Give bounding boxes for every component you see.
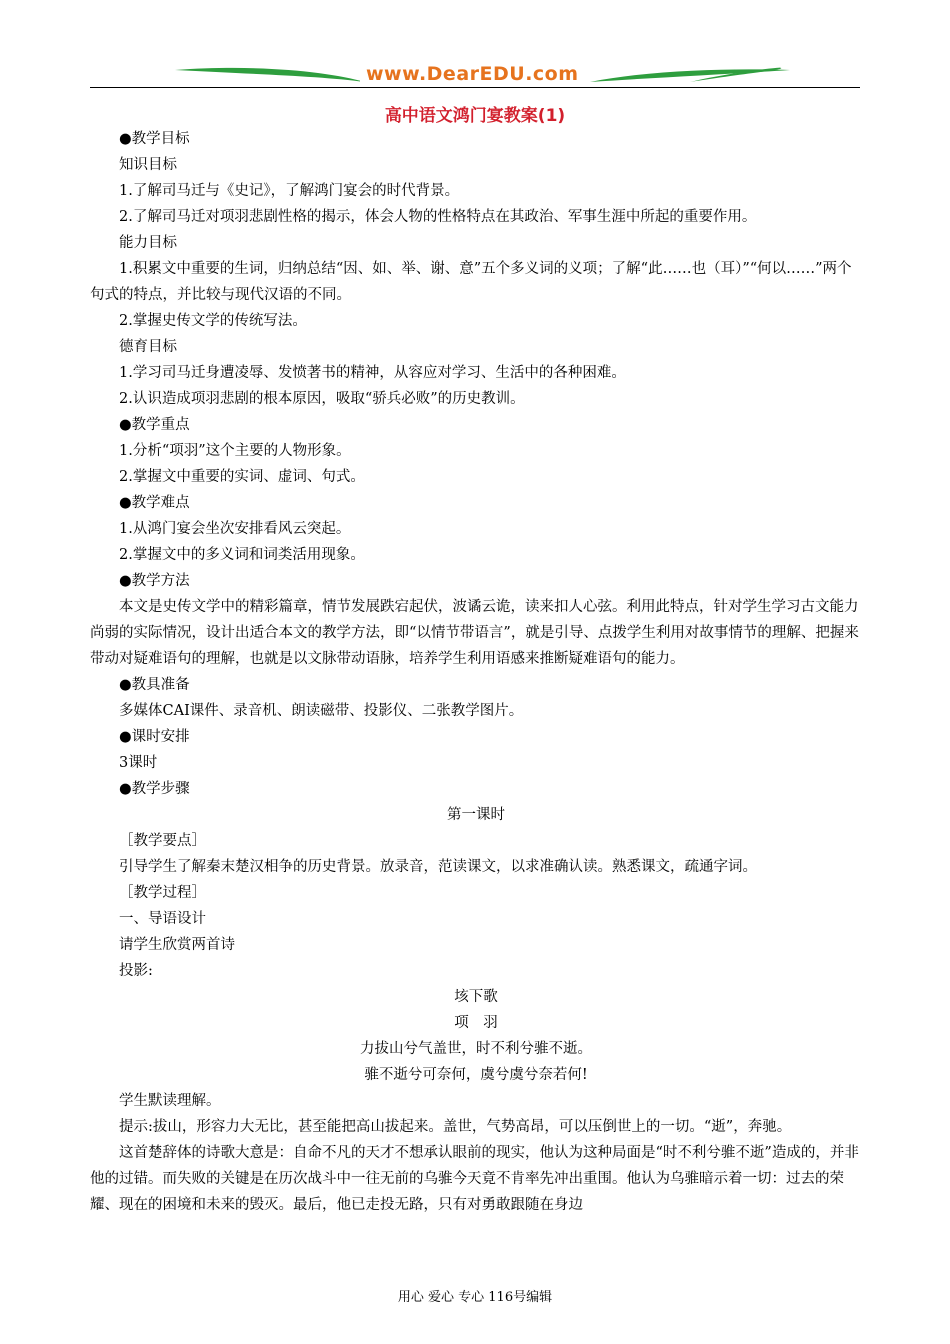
section-heading: ●课时安排 bbox=[119, 729, 190, 745]
poem-title: 垓下歌 bbox=[454, 989, 498, 1005]
subheading: ［教学过程］ bbox=[119, 885, 206, 901]
text-line: 1.从鸿门宴会坐次安排看风云突起。 bbox=[119, 521, 351, 537]
text-line: 投影: bbox=[119, 963, 153, 979]
section-heading: ●教学步骤 bbox=[119, 781, 190, 797]
lesson-heading: 第一课时 bbox=[447, 807, 505, 823]
text-line: 2.掌握文中重要的实词、虚词、句式。 bbox=[119, 469, 365, 485]
text-line: 2.认识造成项羽悲剧的根本原因，吸取“骄兵必败”的历史教训。 bbox=[119, 391, 525, 407]
text-line: 1.分析“项羽”这个主要的人物形象。 bbox=[119, 443, 351, 459]
text-line: 一、导语设计 bbox=[119, 911, 206, 927]
subheading: 能力目标 bbox=[119, 235, 177, 251]
page-header bbox=[90, 60, 860, 92]
text-line: 学生默读理解。 bbox=[119, 1093, 221, 1109]
site-logo: www.DearEDU.com bbox=[360, 63, 585, 85]
poem-line: 力拔山兮气盖世，时不利兮骓不逝。 bbox=[360, 1041, 592, 1057]
text-line: 1.学习司马迁身遭凌辱、发愤著书的精神，从容应对学习、生活中的各种困难。 bbox=[119, 365, 626, 381]
section-heading: ●教学目标 bbox=[119, 131, 190, 147]
paragraph: 1.积累文中重要的生词，归纳总结“因、如、举、谢、意”五个多义词的义项；了解“此……也（耳）”“何以……”两个句式的特点，并比较与现代汉语的不同。 bbox=[90, 261, 852, 303]
page-footer: 用心 爱心 专心 116号编辑 bbox=[397, 1290, 553, 1305]
text-line: 1.了解司马迁与《史记》，了解鸿门宴会的时代背景。 bbox=[119, 183, 460, 199]
poem-line: 骓不逝兮可奈何，虞兮虞兮奈若何! bbox=[364, 1067, 588, 1083]
subheading: 德育目标 bbox=[119, 339, 177, 355]
text-line: 引导学生了解秦末楚汉相争的历史背景。放录音，范读课文，以求准确认读。熟悉课文，疏通字词。 bbox=[119, 859, 757, 875]
section-heading: ●教具准备 bbox=[119, 677, 190, 693]
text-line: 3课时 bbox=[119, 755, 158, 771]
text-line: 2.掌握史传文学的传统写法。 bbox=[119, 313, 307, 329]
text-line: 提示:拔山，形容力大无比，甚至能把高山拔起来。盖世，气势高昂，可以压倒世上的一切。“逝”，奔驰。 bbox=[119, 1119, 792, 1135]
section-heading: ●教学难点 bbox=[119, 495, 190, 511]
paragraph: 这首楚辞体的诗歌大意是：自命不凡的天才不想承认眼前的现实，他认为这种局面是“时不利兮骓不逝”造成的，并非他的过错。而失败的关键是在历次战斗中一往无前的乌骓今天竟不肯率先冲出重围。他认为乌骓暗示着一切：过去的荣耀、现在的困境和未来的毁灭。最后，他已走投无路，只有对勇敢跟随在身边 bbox=[90, 1145, 859, 1213]
text-line: 2.掌握文中的多义词和词类活用现象。 bbox=[119, 547, 365, 563]
document-body bbox=[90, 126, 862, 1218]
section-heading: ●教学方法 bbox=[119, 573, 190, 589]
paragraph: 本文是史传文学中的精彩篇章，情节发展跌宕起伏，波谲云诡，读来扣人心弦。利用此特点，针对学生学习古文能力尚弱的实际情况，设计出适合本文的教学方法，即“以情节带语言”，就是引导、点拨学生利用对故事情节的理解、把握来带动对疑难语句的理解，也就是以文脉带动语脉，培养学生利用语感来推断疑难语句的能力。 bbox=[90, 599, 859, 667]
text-line: 2.了解司马迁对项羽悲剧性格的揭示，体会人物的性格特点在其政治、军事生涯中所起的重要作用。 bbox=[119, 209, 757, 225]
section-heading: ●教学重点 bbox=[119, 417, 190, 433]
document-title: 高中语文鸿门宴教案(1) bbox=[384, 106, 566, 126]
subheading: ［教学要点］ bbox=[119, 833, 206, 849]
subheading: 知识目标 bbox=[119, 157, 177, 173]
header-rule bbox=[90, 87, 860, 88]
text-line: 请学生欣赏两首诗 bbox=[119, 937, 235, 953]
poem-author: 项 羽 bbox=[454, 1015, 498, 1031]
text-line: 多媒体CAI课件、录音机、朗读磁带、投影仪、二张教学图片。 bbox=[119, 703, 524, 719]
